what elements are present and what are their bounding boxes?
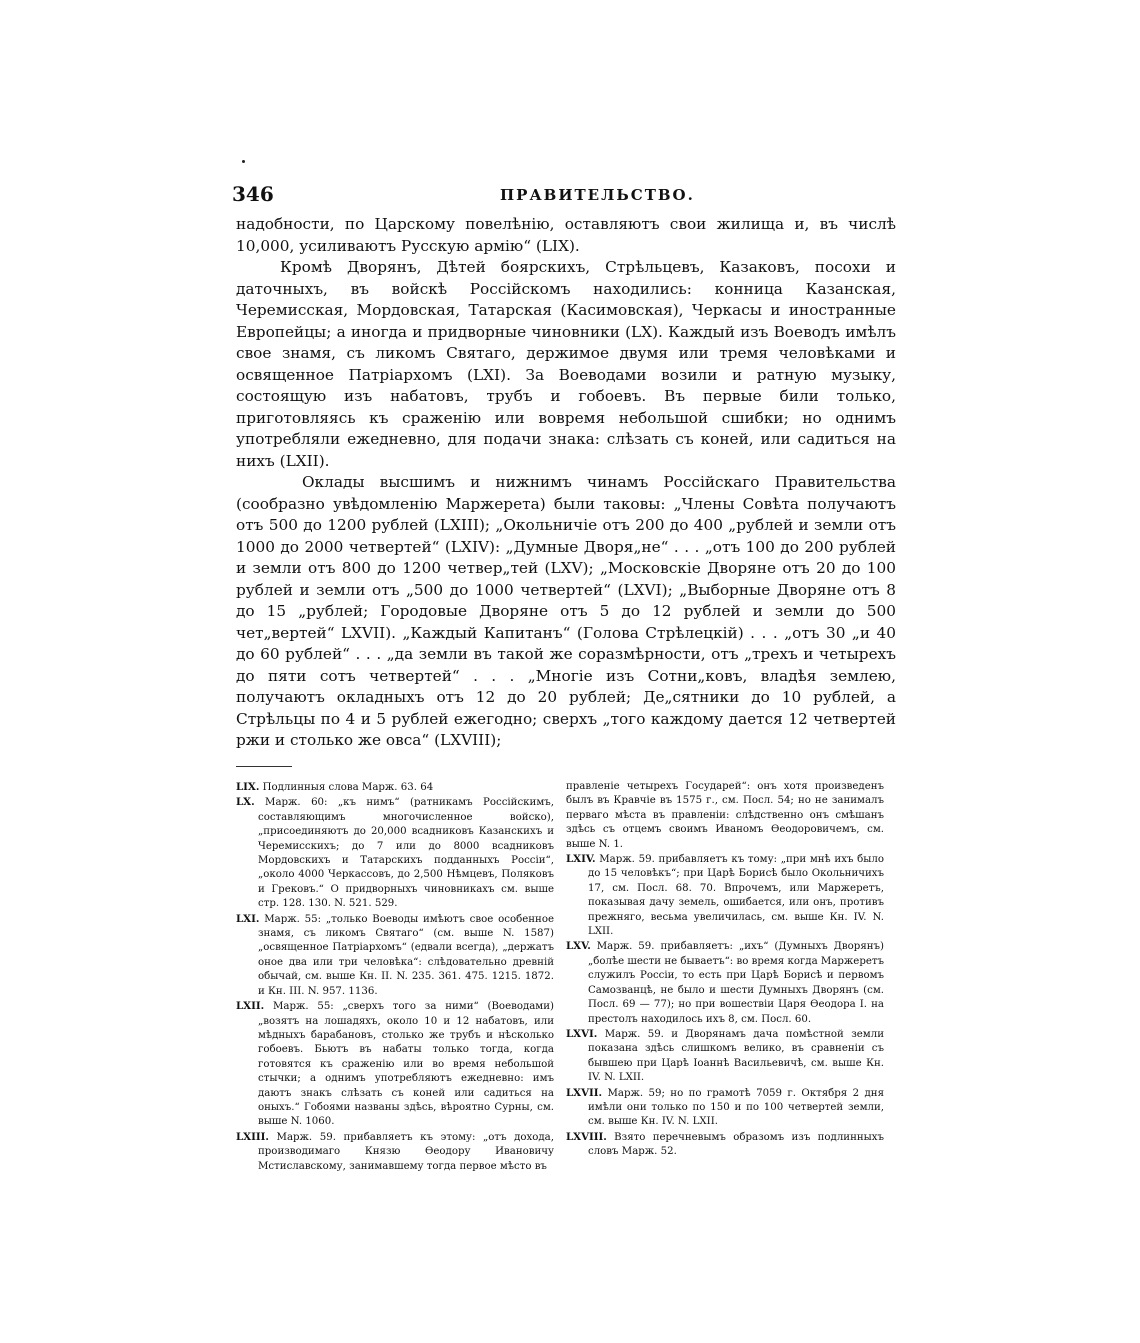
footnote [236,912,554,999]
running-title: ПРАВИТЕЛЬСТВО. [500,186,695,204]
main-text [236,214,896,752]
footnote-text: Марж. 59. и Дворянамъ дача помѣстной земли показана здѣсь слишкомъ велико, въ сравненіи съ бывшею при Царѣ Іоаннѣ Васильевичѣ, см. выше Кн. IV. N. LXII. [588,1028,884,1084]
footnote-number: LXIV. [566,853,596,866]
footnote-continuation [566,780,884,852]
footnote [236,780,554,795]
footnote-text: Марж. 60: „къ нимъ“ (ратникамъ Россійскимъ, составляющимъ многочисленное войско), „присоединяютъ до 20,000 всадниковъ Казанскихъ и Черемисскихъ; до 7 или до 8000 всадниковъ Мордовскихъ и Татарскихъ подданныхъ Россіи“, „около 4000 Черкассовъ, до 2,500 Нѣмцевъ, Поляковъ и Грековъ.“ О придворныхъ чиновникахъ см. выше стр. 128. 130. N. 521. 529. [258,797,554,910]
footnote-text: Марж. 55: „сверхъ того за ними“ (Воеводами) „возятъ на лошадяхъ, около 10 и 12 набатовъ, или мѣдныхъ барабановъ, столько же трубъ и нѣсколько гобоевъ. Бьютъ въ набаты только тогда, когда готовятся къ сраженію или во время небольшой стычки; а однимъ употребляютъ ежедневно: имъ даютъ знакъ слѣзать съ коней или садиться на оныхъ.“ Гобоями названы здѣсь, вѣроятно Сурны, см. выше N. 1060. [258,1001,554,1128]
footnote-number: LXIII. [236,1130,269,1143]
footnotes-left-column [236,780,554,1174]
paragraph-1: надобности, по Царскому повелѣнію, оставляютъ свои жилища и, въ числѣ 10,000, усиливаютъ Русскую армію“ (LIX). [236,215,896,255]
footnotes-right-column [566,780,884,1160]
footnote-text: правленіе четырехъ Государей“: онъ хотя произведенъ былъ въ Кравчіе въ 1575 г., см. Посл. 54; но не занималъ перваго мѣста въ правленіи: слѣдственно онъ смѣшанъ здѣсь съ отцемъ своимъ Иваномъ Ѳеодоровичемъ, см. выше N. 1. [566,781,884,850]
footnote-number: LXII. [236,1000,265,1013]
footnote [566,1027,884,1086]
footnote-text: Марж. 59; но по грамотѣ 7059 г. Октября 2 дня имѣли они только по 150 и по 100 четвертей земли, см. выше Кн. IV. N. LXII. [588,1087,884,1128]
footnote-divider [236,766,292,767]
footnote [566,1086,884,1130]
page-number: 346 [232,182,274,206]
footnotes [236,780,892,1200]
footnote-number: LXVIII. [566,1130,607,1143]
footnote-number: LXV. [566,940,591,953]
footnote [566,1130,884,1160]
footnote-number: LXVI. [566,1027,598,1040]
footnote [236,1130,554,1174]
footnote-text: Марж. 59. прибавляетъ къ тому: „при мнѣ ихъ было до 15 человѣкъ“; при Царѣ Борисѣ было Окольничихъ 17, см. Посл. 68. 70. Впрочемъ, или Маржеретъ, показывая дачу земель, ошибается, или онъ, противъ прежняго, весьма увеличилась, см. выше Кн. IV. N. LXII. [588,854,884,938]
footnote-number: LIX. [236,781,260,793]
footnote-text: Подлинныя слова Марж. 63. 64 [262,782,434,793]
footnote-text: Марж. 55: „только Воеводы имѣютъ свое особенное знамя, съ ликомъ Святаго“ (см. выше N. 1587) „освященное Патріархомъ“ (едвали всегда), „держатъ оное два или три человѣка“: слѣдовательно древній обычай, см. выше Кн. II. N. 235. 361. 475. 1215. 1872. и Кн. III. N. 957. 1136. [258,913,554,997]
paragraph-3: Оклады высшимъ и нижнимъ чинамъ Россійскаго Правительства (сообразно увѣдомленію Маржерета) были таковы: „Члены Совѣта получаютъ отъ 500 до 1200 рублей (LXIII); „Окольничіе отъ 200 до 400 „рублей и земли отъ 1000 до 2000 четвертей“ (LXIV): „Думные Дворя„не“ . . . „отъ 100 до 200 рублей и земли отъ 800 до 1200 четвер„тей (LXV); „Московскіе Дворяне отъ 20 до 100 рублей и земли отъ „500 до 1000 четвертей“ (LXVI); „Выборные Дворяне отъ 8 до 15 „рублей; Городовые Дворяне отъ 5 до 12 рублей и земли до 500 чет„вертей“ LXVII). „Каждый Капитанъ“ (Голова Стрѣлецкій) . . . „отъ 30 „и 40 до 60 рублей“ . . . „да земли въ такой же соразмѣрности, отъ „трехъ и четырехъ до пяти сотъ четвертей“ . . . „Многіе изъ Сотни„ковъ, владѣя землею, получаютъ окладныхъ отъ 12 до 20 рублей; Де„сятники до 10 рублей, а Стрѣльцы по 4 и 5 рублей ежегодно; сверхъ „того каждому дается 12 четвертей ржи и столько же овса“ (LXVIII); [236,473,896,749]
paragraph-2: Кромѣ Дворянъ, Дѣтей боярскихъ, Стрѣльцевъ, Казаковъ, посохи и даточныхъ, въ войскѣ Россійскомъ находились: конница Казанская, Черемисская, Мордовская, Татарская (Касимовская), Черкасы и иностранные Европейцы; а иногда и придворные чиновники (LX). Каждый изъ Воеводъ имѣлъ свое знамя, съ ликомъ Святаго, держимое двумя или тремя человѣками и освященное Патріархомъ (LXI). За Воеводами возили и ратную музыку, состоящую изъ набатовъ, трубъ и гобоевъ. Въ первые били только, приготовляясь къ сраженію или вовремя небольшой сшибки; но однимъ употребляли ежедневно, для подачи знака: слѣзать съ коней, или садиться на нихъ (LXII). [236,258,896,470]
footnote-text: Взято перечневымъ образомъ изъ подлинныхъ словъ Марж. 52. [588,1131,884,1158]
footnote-text: Марж. 59. прибавляетъ къ этому: „отъ дохода, производимаго Князю Ѳеодору Ивановичу Мстиславскому, занимавшему тогда первое мѣсто въ [258,1131,554,1172]
footnote [566,852,884,939]
footnote [566,939,884,1026]
page-header [232,182,892,210]
footnote-number: LX. [236,796,255,809]
footnote-number: LXI. [236,912,260,925]
footnote-text: Марж. 59. прибавляетъ: „ихъ“ (Думныхъ Дворянъ) „болѣе шести не бываетъ“: во время когда Маржеретъ служилъ Россіи, то есть при Царѣ Борисѣ и первомъ Самозванцѣ, не было и шести Думныхъ Дворянъ (см. Посл. 69 — 77); но при вошествіи Царя Ѳеодора I. на престолъ находилось ихъ 8, см. Посл. 60. [588,941,884,1025]
footnote [236,999,554,1130]
footnote-number: LXVII. [566,1086,603,1099]
footnote [236,795,554,911]
speck-mark [242,160,245,163]
